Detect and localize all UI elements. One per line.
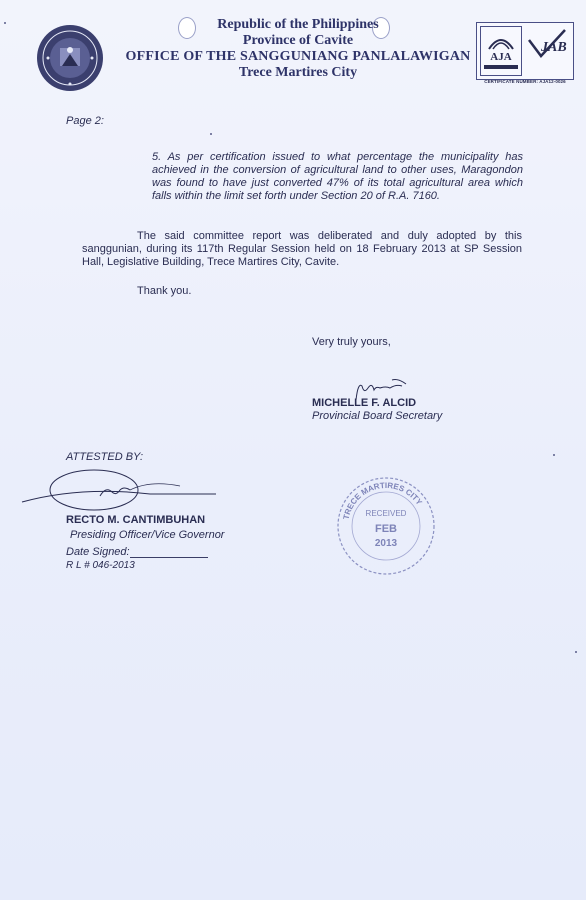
- paper-speck: [210, 133, 212, 135]
- header-city: Trece Martires City: [238, 65, 358, 80]
- certification-logos: [476, 22, 574, 80]
- date-signed-label: Date Signed:: [66, 546, 130, 558]
- aja-bar: [484, 65, 518, 69]
- vice-governor-name: RECTO M. CANTIMBUHAN: [66, 514, 206, 526]
- date-signed-line: [130, 557, 208, 558]
- vice-governor-title: Presiding Officer/Vice Governor: [70, 529, 225, 541]
- jab-logo-text: JAB: [541, 40, 567, 55]
- item-number: 5.: [152, 151, 162, 163]
- attested-by-label: ATTESTED BY:: [66, 451, 144, 463]
- header-office: OFFICE OF THE SANGGUNIANG PANLALAWIGAN: [125, 49, 471, 64]
- paper-speck: [575, 651, 577, 653]
- header-republic: Republic of the Philippines: [217, 17, 379, 32]
- aja-emblem-icon: [481, 29, 521, 53]
- thank-you: Thank you.: [137, 285, 192, 297]
- item-5: [152, 151, 523, 203]
- header-province: Province of Cavite: [242, 33, 354, 48]
- closing-salutation: Very truly yours,: [312, 336, 391, 348]
- paper-speck: [4, 22, 6, 24]
- paper-speck: [553, 454, 555, 456]
- aja-logo: [480, 26, 522, 76]
- item-text: As per certification issued to what percentage the municipality has achieved in the conversion of agricultural land to other uses, Maragondon was found to have just converted 47% of its total agricultural area which falls within the limit set forth under Section 20 of R.A. 7160.: [152, 151, 523, 202]
- received-stamp-icon: [334, 474, 438, 578]
- jab-logo: [525, 26, 569, 74]
- provincial-seal-icon: [36, 24, 104, 92]
- certificate-number: CERTIFICATE NUMBER: AJA12-0026: [484, 79, 566, 84]
- letterhead: [120, 17, 476, 81]
- stamp-month: FEB: [375, 523, 397, 535]
- secretary-title: Provincial Board Secretary: [312, 410, 443, 422]
- rl-number: R L # 046-2013: [66, 560, 135, 571]
- aja-logo-text: AJA: [490, 51, 512, 63]
- stamp-top-text: TRECE MARTIRES CITY: [341, 480, 424, 521]
- vice-governor-signature-icon: [20, 466, 220, 518]
- stamp-year: 2013: [374, 538, 398, 549]
- secretary-name: MICHELLE F. ALCID: [312, 397, 417, 409]
- stamp-received: RECEIVED: [365, 509, 407, 518]
- page-label: Page 2:: [66, 115, 104, 127]
- committee-paragraph: The said committee report was deliberated and duly adopted by this sanggunian, during its 117th Regular Session held on 18 February 2013 at SP Session Hall, Legislative Building, Trece Martires City, Cavite.: [82, 230, 522, 268]
